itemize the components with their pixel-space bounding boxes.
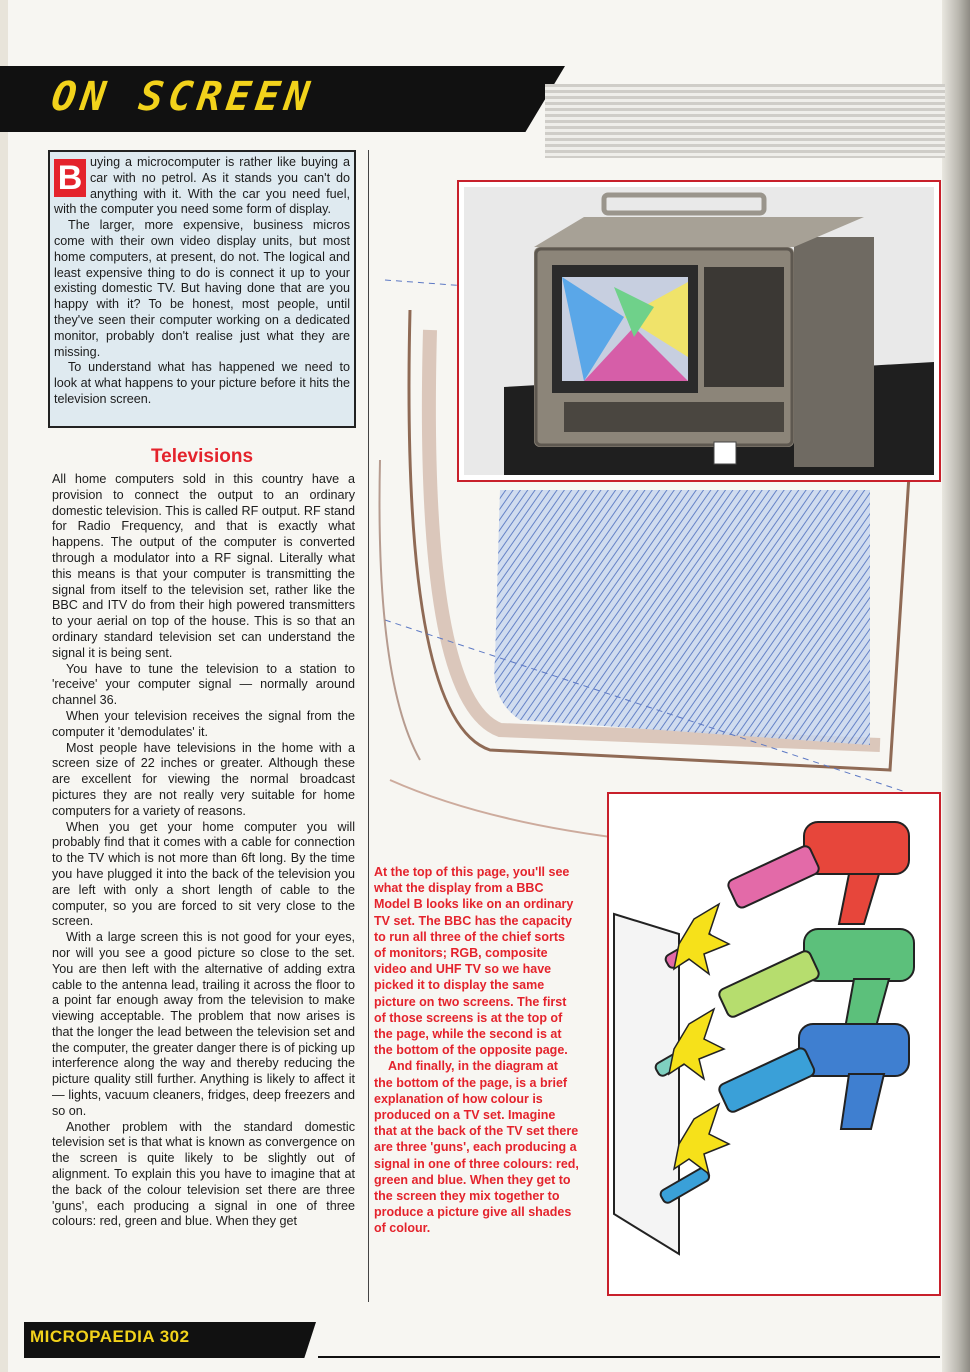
- diagram-frame: [607, 792, 941, 1296]
- page-edge-right: [942, 0, 970, 1372]
- drop-cap: B: [54, 159, 86, 197]
- body-column: [52, 472, 355, 1306]
- body-paragraph: All home computers sold in this country have a provision to connect the output to an ordinary domestic television. This is called RF output. RF stand for Radio Frequency, and that is exactly what happens. The output of the computer is converted through a modulator into a RF signal. Literally what this means is that your computer is transmitting the signal from itself to the television set, rather like the BBC and ITV do from their high powered transmitters to your aerial on top of the house. This is so that an ordinary standard television set can understand the signal it is being sent.: [52, 472, 355, 660]
- intro-paragraph-3: To understand what has happened we need to look at what happens to your picture before it hits the television screen.: [54, 360, 350, 406]
- footer-rule: [318, 1356, 940, 1358]
- body-paragraph: Another problem with the standard domestic television set is that what is known as convergence on the screen is quite likely to be slightly out of alignment. To explain this you have to imagine that at the back of the colour television set there are three 'guns', each producing a signal in one of three colours: red, green and blue. When they get: [52, 1119, 355, 1229]
- figure-caption: [374, 864, 580, 1237]
- caption-paragraph-1: At the top of this page, you'll see what the display from a BBC Model B looks like on an ordinary TV set. The BBC has the capacity to run all three of the chief sorts of monitors; RGB, composite video and UHF TV so we have picked it to display the same picture on two screens. The first of those screens is at the top of the page, while the second is at the bottom of the opposite page.: [374, 865, 574, 1058]
- body-paragraph: Most people have televisions in the home with a screen size of 22 inches or greater. Although these are excellent for viewing the normal broadcast pictures they are not really very suitable for home computers for a variety of reasons.: [52, 740, 355, 818]
- section-heading: Televisions: [150, 446, 254, 467]
- caption-paragraph-2: And finally, in the diagram at the bottom of the page, is a brief explanation of how colour is produced on a TV set. Imagine that at the back of the TV set there are three 'guns', each producing a signal in one of three colours: red, green and blue. When they get to the screen they mix together to produce a picture give all shades of colour.: [374, 1059, 579, 1236]
- body-paragraph: When you get your home computer you will probably find that it comes with a cable for connection to the TV which is not more than 6ft long. By the time you have plugged it into the back of the television you are left with only a short length of cable to the computer, so you are forced to sit very close to the screen.: [52, 819, 355, 929]
- body-paragraph: With a large screen this is not good for your eyes, nor will you see a good picture so close to the set. You are then left with the alternative of adding extra cable to the antenna lead, trailing it across the floor to a point far enough away from the television to make viewing acceptable. The problem that now arises is that the longer the lead between the television set and the computer, the greater danger there is of picking up interference along the way and thereby reducing the picture quality still further. Anything is likely to affect it — lights, vacuum cleaners, fridges, deep freezers and so on.: [52, 930, 355, 1118]
- column-divider: [368, 150, 369, 1302]
- intro-paragraph-1: uying a microcomputer is rather like buying a car with no petrol. As it stands you can't do anything with it. With the car you need fuel, with the computer you need some form of display.: [54, 155, 350, 217]
- body-paragraph: When your television receives the signal from the computer it 'demodulates' it.: [52, 708, 355, 739]
- intro-paragraph-2: The larger, more expensive, business micros come with their own video display units, but most home computers, at present, do not. The logical and least expensive thing to do is connect it up to your existing domestic TV. But having done that are you happy with it? To be honest, most people, until they've seen their computer working on a dedicated monitor, probably don't realise just what they are missing.: [54, 218, 350, 359]
- section-title: ON SCREEN: [48, 74, 317, 120]
- intro-box: [48, 150, 356, 428]
- body-paragraph: You have to tune the television to a station to 'receive' your computer signal — normally around channel 36.: [52, 661, 355, 708]
- page-edge-left: [0, 0, 8, 1372]
- page-number: MICROPAEDIA 302: [30, 1327, 190, 1346]
- banner-stripes: [545, 84, 945, 158]
- tv-photo-frame: [457, 180, 941, 482]
- portable-tv-photo: [464, 187, 934, 475]
- ray-gun-diagram: [609, 794, 939, 1294]
